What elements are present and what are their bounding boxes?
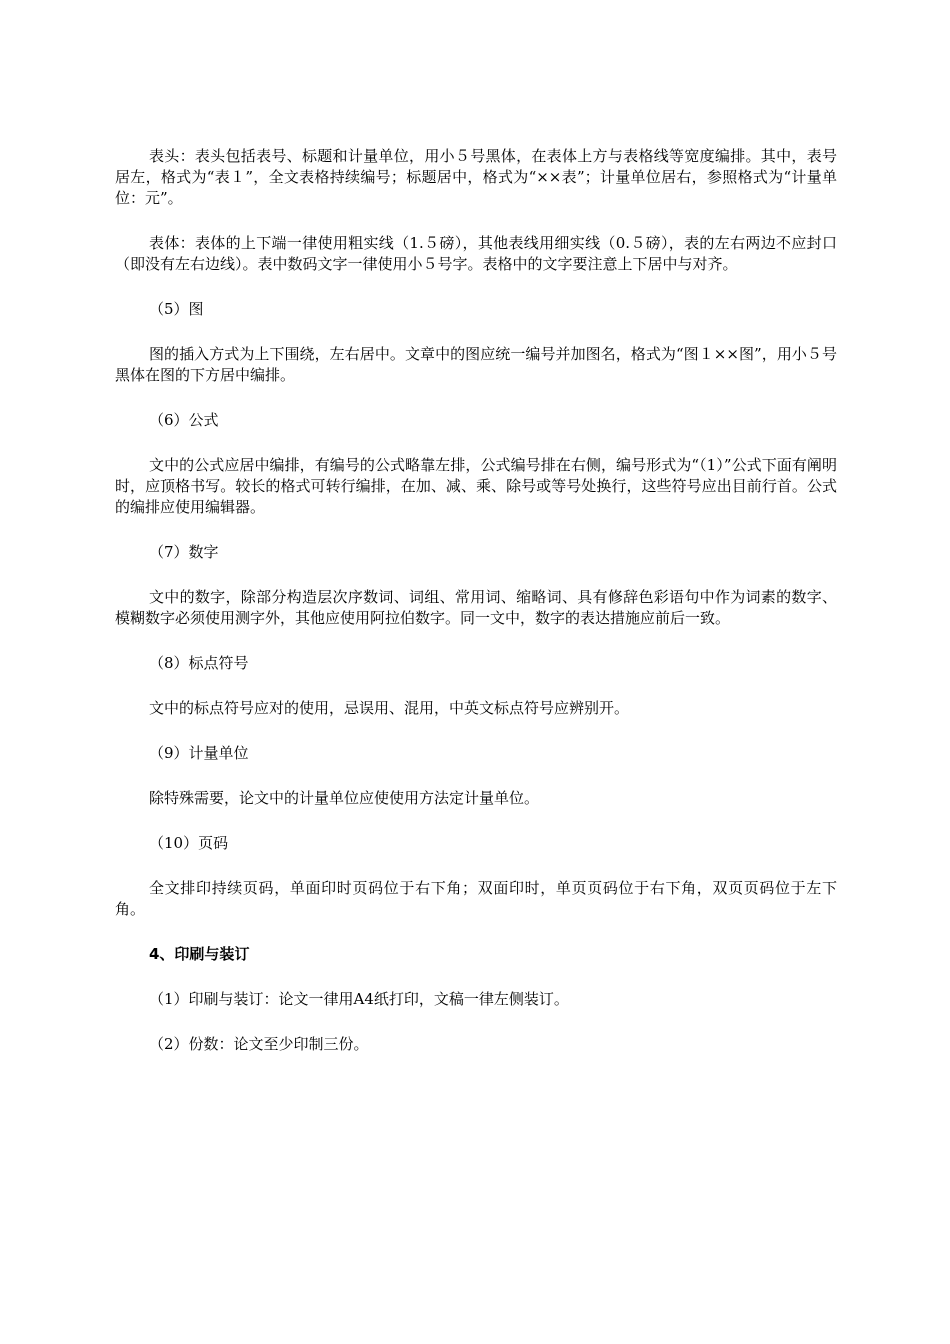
document-page	[115, 146, 837, 1055]
subheading-punctuation: （8）标点符号	[149, 654, 249, 672]
paragraph-formula: 文中的公式应居中编排，有编号的公式略靠左排，公式编号排在右侧，编号形式为“（1）”公式下面有阐明时，应顶格书写。较长的格式可转行编排，在加、减、乘、除号或等号处换行，这些符号应出目前行首。公式的编排应使用编辑器。	[115, 456, 837, 516]
paragraph-page-numbers: 全文排印持续页码，单面印时页码位于右下角；双面印时，单页页码位于右下角，双页页码位于左下角。	[115, 879, 837, 918]
subheading-figure: （5）图	[149, 300, 204, 318]
section-title-printing: 4、印刷与装订	[149, 945, 250, 963]
paragraph-punctuation: 文中的标点符号应对的使用，忌误用、混用，中英文标点符号应辨别开。	[149, 699, 630, 717]
paragraph-table-body: 表体：表体的上下端一律使用粗实线（1.５磅），其他表线用细实线（0.５磅），表的左右两边不应封口（即没有左右边线）。表中数码文字一律使用小５号字。表格中的文字要注意上下居中与对齐。	[115, 234, 837, 273]
paragraph-table-header: 表头：表头包括表号、标题和计量单位，用小５号黑体，在表体上方与表格线等宽度编排。其中，表号居左，格式为“表１”，全文表格持续编号；标题居中，格式为“××表”；计量单位居右，参照格式为“计量单位：元”。	[115, 147, 837, 207]
paragraph-numbers: 文中的数字，除部分构造层次序数词、词组、常用词、缩略词、具有修辞色彩语句中作为词素的数字、模糊数字必须使用测字外，其他应使用阿拉伯数字。同一文中，数字的表达措施应前后一致。	[115, 588, 837, 627]
subheading-units: （9）计量单位	[149, 744, 249, 762]
subheading-formula: （6）公式	[149, 411, 219, 429]
subheading-page-numbers: （10）页码	[149, 834, 229, 852]
subheading-numbers: （7）数字	[149, 543, 219, 561]
list-item-copies: （2）份数：论文至少印制三份。	[149, 1035, 369, 1053]
paragraph-figure: 图的插入方式为上下围绕，左右居中。文章中的图应统一编号并加图名，格式为“图１××图”，用小５号黑体在图的下方居中编排。	[115, 345, 837, 384]
list-item-printing: （1）印刷与装订：论文一律用A4纸打印，文稿一律左侧装订。	[149, 990, 569, 1008]
paragraph-units: 除特殊需要，论文中的计量单位应使使用方法定计量单位。	[149, 789, 540, 807]
